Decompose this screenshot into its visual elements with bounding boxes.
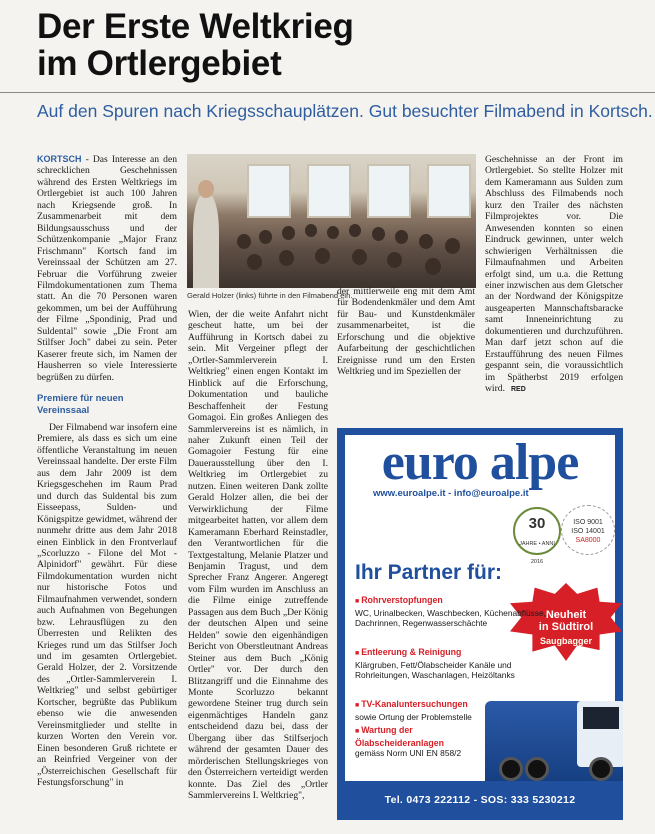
paragraph-col3: der mittlerweile eng mit dem Amt für Bodendenkmäler und dem Amt für Bau- und Kunstdenkmäler zusammenarbeitet, ist die Erforschung und die objektive Aufarbeitung der geschichtlichen Ereignisse rund um den Ersten Weltkrieg und im Speziellen der xyxy=(337,286,475,378)
iso-9001: ISO 9001 xyxy=(573,519,603,526)
service-heading: ■ TV-Kanaluntersuchungen xyxy=(355,699,555,712)
window-graphic xyxy=(247,164,291,218)
ad-header xyxy=(345,435,615,501)
headline xyxy=(37,8,637,82)
event-photo xyxy=(187,154,476,288)
service-item xyxy=(355,725,485,759)
window-graphic xyxy=(367,164,411,218)
iso-14001: ISO 14001 xyxy=(571,528,605,535)
window-graphic xyxy=(307,164,351,218)
service-text: WC, Urinalbecken, Waschbecken, Küchenabflüsse, Dachrinnen, Regenwasserschächte xyxy=(355,607,547,629)
seal-text: JAHRE • ANNI 2016 xyxy=(519,541,555,565)
subtitle: Auf den Spuren nach Kriegsschauplätzen. Gut besuchter Filmabend in Kortsch. xyxy=(37,101,653,121)
window-graphic xyxy=(427,164,471,218)
ad-partner-heading: Ihr Partner für: xyxy=(355,561,503,584)
paragraph-col4-text: Geschehnisse an der Front im Ortlergebiet. So stellte Holzer mit dem Kameramann aus Sulden zum Abschluss des Filmabends noch kurz den Trailer des nächsten Filmprojektes vor. Die Anwesenden konnten so einen Eindruck gewinnen, unter welch schwierigen Verhältnissen die Filmaufnahmen und Arbeiten erfolgt sind, um u.a. die Rettung einer inzwischen aus dem Gletscher an der Nordwand der Königspitze ausgeaperten Mannschaftsbaracke samt Inneneinrichtung zu dokumentieren und durchzuführen. Man darf jetzt schon auf die Erstaufführung des neuen Filmes gespannt sein, die voraussichtlich im Spätherbst 2019 erfolgen wird. xyxy=(485,154,623,395)
service-text: gemäss Norm UNI EN 858/2 xyxy=(355,748,462,759)
wheel-icon xyxy=(589,757,613,781)
service-heading: ■ Rohrverstopfungen xyxy=(355,595,555,608)
wheel-icon xyxy=(525,757,549,781)
speaker-head xyxy=(198,180,214,198)
advertisement[interactable] xyxy=(337,428,623,820)
service-text: Klärgruben, Fett/Ölabscheider Kanäle und Rohrleitungen, Waschanlagen, Heizöltanks xyxy=(355,659,515,681)
starburst-subtext: Saugbagger xyxy=(539,636,592,646)
ad-phone: Tel. 0473 222112 - SOS: 333 5230212 xyxy=(384,794,576,806)
anniversary-seal-icon xyxy=(513,507,561,565)
service-item xyxy=(355,595,555,629)
paragraph-col4 xyxy=(485,154,623,396)
service-heading: ■ Wartung der Ölabscheideranlagen xyxy=(355,725,485,748)
service-item xyxy=(355,647,555,681)
article-column-3 xyxy=(337,286,475,378)
seal-number: 30 xyxy=(528,515,546,532)
starburst-line-1: Neuheit xyxy=(545,609,587,621)
subheading: Premiere für neuen Vereinssaal xyxy=(37,393,124,416)
paragraph-intro xyxy=(37,154,177,383)
ad-web-contact: www.euroalpe.it - info@euroalpe.it xyxy=(373,488,529,499)
photo-caption: Gerald Holzer (links) führte in den Filmabend ein. xyxy=(187,291,353,300)
headline-line-2: im Ortlergebiet xyxy=(37,44,282,83)
service-text: sowie Ortung der Problemstelle xyxy=(355,711,472,722)
paragraph-premiere: Der Filmabend war insofern eine Premiere, als dass es sich um eine öffentliche Veranstaltung im neuen Vereinssaal handelte. Der erste Film aus dem Jahr 2009 ist dem Kriegsgeschehen im Raum Prad und durch das Suldental bis zum Eisseepass, Sulden- und Königspitze gewidmet, während der nunmehr dritte aus dem Jahr 2018 einen Einblick in den Frontverlauf „Scorluzzo - Filone del Mot - Alpinidorf" gewährt. Für diese Filmdokumentation wurden nicht nur historische Fotos und Filmaufnahmen verwendet, sondern auch Aufnahmen von Begehungen bzw. Lehrausflügen zu den Überresten und Relikten des Krieges rund um das Stilfser Joch und im gesamten Ortlergebiet. Gerald Holzer, der 2. Vorsitzende des „Ortler-Sammlerverein I. Weltkrieg" und selbst gebürtiger Kortscher, begrüßte das Publikum ebenso wie die anwesenden Vereinsmitglieder und stellte in kurzen Worten den Verein vor. Einen besonderen Gruß richtete er an Reinfried Vergeiner von der „Österreichischen Gesellschaft für Festungsforschung" in xyxy=(37,421,177,789)
dateline: KORTSCH xyxy=(37,154,82,164)
starburst-line-2: in Südtirol xyxy=(538,621,594,633)
truck-illustration xyxy=(485,701,623,781)
truck-window xyxy=(583,707,619,729)
headline-line-1: Der Erste Weltkrieg xyxy=(37,7,354,46)
paragraph-col2: Wien, der die weite Anfahrt nicht gescheut hatte, um bei der Aufführung in Kortsch dabei zu sein. Mit Vergeiner pflegt der „Ortler-Sammlerverein I. Weltkrieg" einen engen Kontakt im Hinblick auf die Erforschung, Dokumentation und bauliche Beschaffenheit der Festung Gomagoi. Ein großes Anliegen des Sammlervereins ist es nämlich, in naher Zukunft einen Teil der Gomagoier Festung für eine Dauerausstellung über den I. Weltkrieg im Ortlergebiet zu nutzen. Einen weiteren Dank zollte Gerald Holzer allen, die bei der Verwirklichung der Filme mitgearbeitet hatten, vor allem dem Kameramann Eberhard Reinstadler, den Verantwortlichen für die Textgestaltung, Melanie Platzer und Benjamin Tragust, und dem Sprecher Franz Angerer. Angeregt vom Film wurden im Anschluss an die Filme einige zutreffende Passagen aus dem Buch „Der König der deutschen Alpen und seine Helden" sowie den eigenhändigen Bericht von Oberstleutnant Andreas Steiner aus dem Buch „König Ortler" vor. Der durch den Blitzangriff und die Einnahme des Monte Scorluzzo bekannt gewordene Steiner trug durch sein eigenmächtiges Handeln ganz entscheidend dazu bei, dass der Übergang über das Stilfserjoch während der gesamten Dauer des mörderischen Stellungskrieges von den Österreichern verteidigt werden konnte. Das Ziel des „Ortler Sammlervereins I. Weltkrieg", xyxy=(188,309,328,802)
author-signature: RED xyxy=(510,386,526,394)
ad-logo: euro alpe xyxy=(381,434,579,491)
intro-text: - Das Interesse an den schrecklichen Geschehnissen während des Ersten Weltkriegs im Ortlergebiet ist auch 100 Jahren nach Kriegsende groß. In Zusammenarbeit mit dem Bildungsausschuss und der Schützenkompanie „Major Franz Frischmann" Kortsch fand im Vereinssaal der Schützen am 27. Februar die Vorführung zweier Filmdokumentationen zum Thema statt. An die 70 Personen waren gekommen, um bei der Aufführung der Filme „Spondinig, Prad und Suldental" sowie „Die Front am Stilfser Joch" dabei zu sein. Peter Kaserer freute sich, im Namen der Hausherren so viele Interessierte begrüßen zu dürfen. xyxy=(37,154,177,383)
article-column-2 xyxy=(188,309,328,801)
article-column-1 xyxy=(37,154,177,788)
ad-body xyxy=(345,501,615,781)
speaker-figure xyxy=(193,194,219,288)
wheel-icon xyxy=(499,757,523,781)
service-heading: ■ Entleerung & Reinigung xyxy=(355,647,555,660)
certification-badge-icon xyxy=(561,505,615,555)
article-column-4 xyxy=(485,154,623,396)
divider xyxy=(0,92,655,93)
sa8000: SA8000 xyxy=(575,537,601,544)
